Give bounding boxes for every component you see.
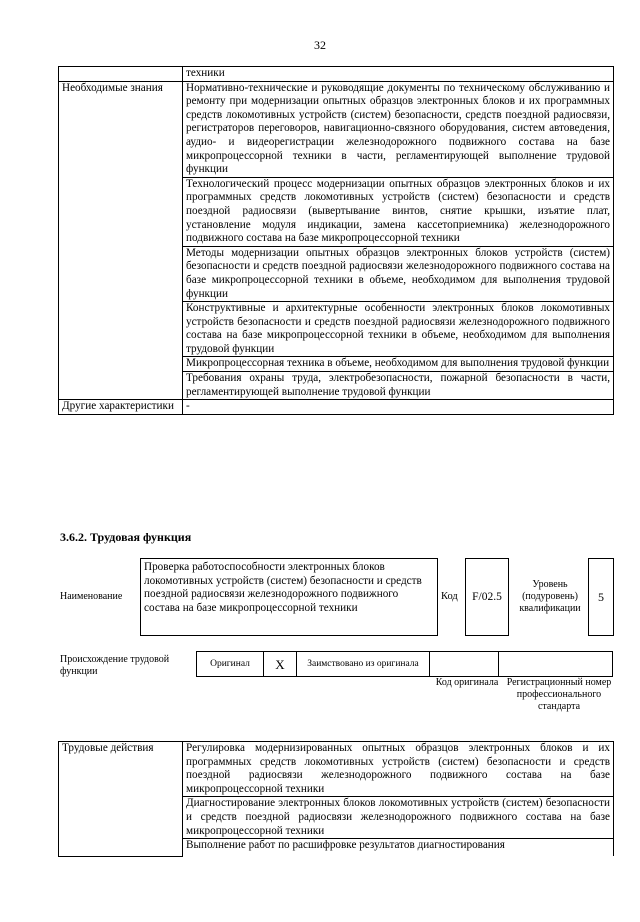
knowledge-item: Технологический процесс модернизации опытных образцов электронных блоков и их программных средств локомотивных устройств (систем) безопасности и средств поездной радиосвязи (вывертывание винтов, снятие крышки, изъятие плат, установление модуля индикации, замена кассетоприемника) железнодорожного подвижного состава на базе микропроцессорной техники [183, 177, 614, 246]
knowledge-table-corner [59, 67, 183, 82]
knowledge-item: Требования охраны труда, электробезопасности, пожарной безопасности в части, регламентирующей выполнение трудовой функции [183, 372, 614, 400]
action-item: Выполнение работ по расшифровке результатов диагностирования [183, 839, 614, 857]
knowledge-item: Методы модернизации опытных образцов электронных блоков устройств (систем) безопасности и средств поездной радиосвязи железнодорожного подвижного состава на базе микропроцессорной техники в объеме, необходимом для выполнения трудовой функции [183, 246, 614, 301]
actions-table [58, 741, 614, 857]
knowledge-first-row: техники [183, 67, 614, 82]
origin-borrowed: Заимствовано из оригинала [297, 652, 430, 677]
origin-reg-cell [499, 652, 613, 677]
section-title: 3.6.2. Трудовая функция [60, 530, 192, 544]
code-label: Код [441, 591, 458, 602]
origin-code-caption: Код оригинала [435, 677, 499, 688]
action-item: Диагностирование электронных блоков локомотивных устройств (систем) безопасности и средств поездной радиосвязи железнодорожного подвижного состава на базе микропроцессорной техники [183, 797, 614, 839]
other-characteristics-value: - [183, 400, 614, 415]
function-name: Проверка работоспособности электронных блоков локомотивных устройств (систем) безопасности и средств поездной радиосвязи железнодорожного подвижного состава на базе микропроцессорной техники [140, 558, 438, 636]
code-value: F/02.5 [465, 558, 509, 636]
name-label: Наименование [60, 591, 123, 602]
origin-reg-caption: Регистрационный номер профессионального стандарта [506, 677, 612, 712]
origin-label: Происхождение трудовой функции [60, 654, 170, 677]
origin-code-cell [430, 652, 499, 677]
origin-table [196, 651, 613, 677]
knowledge-item: Нормативно-технические и руководящие документы по техническому обслуживанию и ремонту при модернизации опытных образцов электронных блоков и их программных средств локомотивных устройств (систем) безопасности, средств поездной радиосвязи, регистраторов переговоров, навигационно-связного оборудования, систем автоведения, аудио- и видеорегистрации железнодорожного подвижного состава на базе микропроцессорной техники в части, регламентирующей выполнение трудовой функции [183, 81, 614, 177]
level-value: 5 [588, 558, 614, 636]
level-label: Уровень (подуровень) квалификации [519, 579, 581, 614]
page-number: 32 [314, 38, 326, 52]
knowledge-label: Необходимые знания [59, 81, 183, 400]
origin-mark: X [264, 652, 297, 677]
knowledge-item: Конструктивные и архитектурные особенности электронных блоков локомотивных устройств безопасности и средств поездной радиосвязи железнодорожного подвижного состава на базе микропроцессорной техники в объеме, необходимом для выполнения трудовой функции [183, 302, 614, 357]
origin-original: Оригинал [197, 652, 264, 677]
other-characteristics-label: Другие характеристики [59, 400, 183, 415]
knowledge-table [58, 66, 614, 415]
actions-label: Трудовые действия [59, 742, 183, 857]
knowledge-item: Микропроцессорная техника в объеме, необходимом для выполнения трудовой функции [183, 357, 614, 372]
action-item: Регулировка модернизированных опытных образцов электронных блоков и их программных средств локомотивных устройств (систем) безопасности и средств поездной радиосвязи железнодорожного подвижного состава на базе микропроцессорной техники [183, 742, 614, 797]
